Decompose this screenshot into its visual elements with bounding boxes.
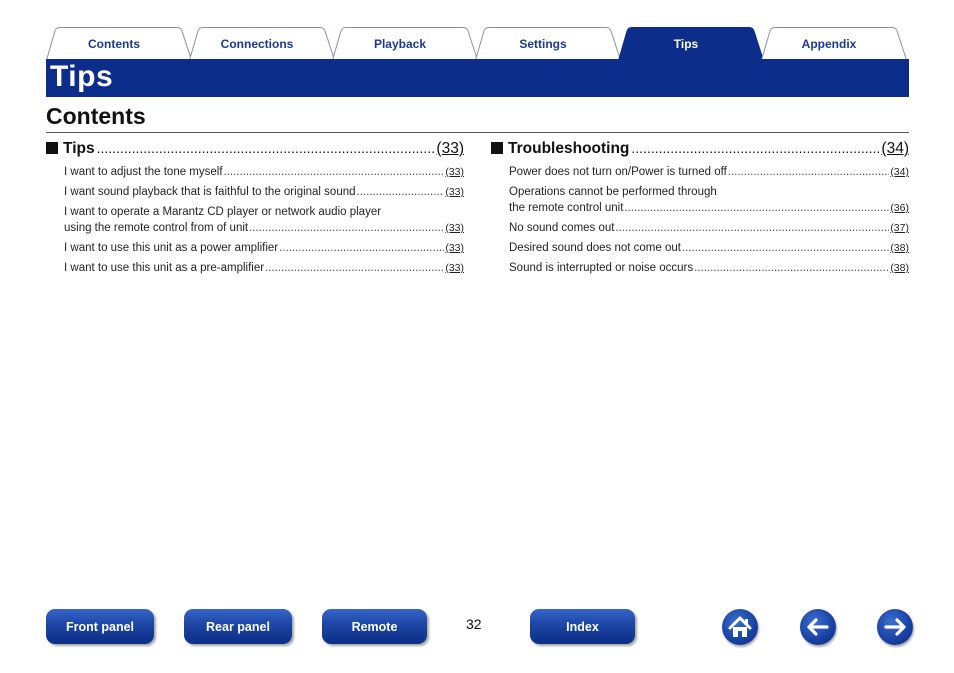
page-link[interactable]: (33) bbox=[445, 222, 464, 234]
list-item[interactable] bbox=[64, 164, 464, 180]
leader-dots bbox=[97, 140, 435, 156]
page-link[interactable]: (33) bbox=[445, 242, 464, 254]
remote-button[interactable] bbox=[322, 609, 427, 644]
chapter-title-bar bbox=[46, 59, 909, 97]
contents-heading: Contents bbox=[46, 103, 146, 129]
entry-list bbox=[46, 164, 464, 276]
home-icon bbox=[722, 609, 758, 645]
page-link[interactable]: (38) bbox=[890, 242, 909, 254]
tab-label: Contents bbox=[88, 37, 140, 51]
list-item[interactable] bbox=[509, 220, 909, 236]
tab-playback[interactable] bbox=[332, 27, 478, 60]
chapter-tabs bbox=[46, 27, 910, 60]
page-title: Tips bbox=[50, 60, 114, 93]
leader-dots bbox=[694, 260, 889, 276]
button-label: Remote bbox=[351, 620, 398, 634]
entry-list bbox=[491, 164, 909, 276]
button-label: Index bbox=[566, 620, 599, 634]
list-item[interactable] bbox=[64, 184, 464, 200]
tab-contents[interactable] bbox=[46, 27, 192, 60]
page-number: 32 bbox=[466, 616, 482, 632]
leader-dots bbox=[682, 240, 889, 256]
index-button[interactable] bbox=[530, 609, 635, 644]
button-label: Rear panel bbox=[206, 620, 270, 634]
square-bullet-icon bbox=[491, 142, 503, 154]
list-item[interactable] bbox=[64, 240, 464, 256]
leader-dots bbox=[615, 220, 889, 236]
list-item[interactable] bbox=[64, 260, 464, 276]
tab-label: Playback bbox=[373, 37, 427, 51]
front-panel-button[interactable] bbox=[46, 609, 154, 644]
tab-settings[interactable] bbox=[475, 27, 621, 60]
section-heading-troubleshooting[interactable] bbox=[491, 140, 909, 162]
list-item[interactable] bbox=[509, 184, 909, 216]
page-link[interactable]: (34) bbox=[890, 166, 909, 178]
tab-tips[interactable] bbox=[618, 27, 764, 60]
page-link[interactable]: (36) bbox=[890, 202, 909, 214]
list-item[interactable] bbox=[509, 240, 909, 256]
leader-dots bbox=[728, 164, 890, 180]
entry-text: using the remote control from of unit bbox=[64, 222, 249, 234]
entry-text: the remote control unit bbox=[509, 202, 624, 214]
entry-text: Desired sound does not come out bbox=[509, 242, 681, 254]
back-button[interactable] bbox=[800, 609, 836, 645]
entry-text: No sound comes out bbox=[509, 222, 615, 234]
entry-text: I want sound playback that is faithful to the original sound bbox=[64, 186, 356, 198]
section-heading-tips[interactable] bbox=[46, 140, 464, 162]
entry-text-line1: Operations cannot be performed through bbox=[509, 186, 717, 198]
arrow-left-icon bbox=[800, 609, 836, 645]
button-label: Front panel bbox=[65, 620, 135, 634]
arrow-right-icon bbox=[877, 609, 913, 645]
page-link[interactable]: (33) bbox=[445, 166, 464, 178]
section-title: Tips bbox=[63, 140, 95, 157]
list-item[interactable] bbox=[509, 164, 909, 180]
page-link[interactable]: (33) bbox=[436, 140, 464, 157]
leader-dots bbox=[624, 200, 889, 216]
tab-label: Settings bbox=[519, 37, 567, 51]
leader-dots bbox=[249, 220, 444, 236]
entry-text: I want to use this unit as a power amplifier bbox=[64, 242, 279, 254]
leader-dots bbox=[357, 184, 445, 200]
section-title: Troubleshooting bbox=[508, 140, 630, 157]
forward-button[interactable] bbox=[877, 609, 913, 645]
list-item[interactable] bbox=[509, 260, 909, 276]
square-bullet-icon bbox=[46, 142, 58, 154]
tab-connections[interactable] bbox=[189, 27, 335, 60]
page-link[interactable]: (34) bbox=[881, 140, 909, 157]
rear-panel-button[interactable] bbox=[184, 609, 292, 644]
leader-dots bbox=[224, 164, 445, 180]
entry-text: Power does not turn on/Power is turned off bbox=[509, 166, 727, 178]
page-link[interactable]: (33) bbox=[445, 186, 464, 198]
tab-label: Tips bbox=[673, 37, 699, 51]
leader-dots bbox=[279, 240, 444, 256]
tab-label: Appendix bbox=[801, 37, 857, 51]
list-item[interactable] bbox=[64, 204, 464, 236]
page-link[interactable]: (37) bbox=[890, 222, 909, 234]
entry-text: I want to use this unit as a pre-amplifier bbox=[64, 262, 265, 274]
entry-text: Sound is interrupted or noise occurs bbox=[509, 262, 694, 274]
leader-dots bbox=[631, 140, 879, 156]
troubleshooting-section bbox=[491, 140, 909, 280]
divider bbox=[46, 132, 909, 133]
entry-text-line1: I want to operate a Marantz CD player or network audio player bbox=[64, 206, 382, 218]
leader-dots bbox=[265, 260, 444, 276]
tab-appendix[interactable] bbox=[761, 27, 907, 60]
page-link[interactable]: (33) bbox=[445, 262, 464, 274]
entry-text: I want to adjust the tone myself bbox=[64, 166, 223, 178]
home-button[interactable] bbox=[722, 609, 758, 645]
tips-section bbox=[46, 140, 464, 280]
page-link[interactable]: (38) bbox=[890, 262, 909, 274]
tab-label: Connections bbox=[220, 37, 294, 51]
